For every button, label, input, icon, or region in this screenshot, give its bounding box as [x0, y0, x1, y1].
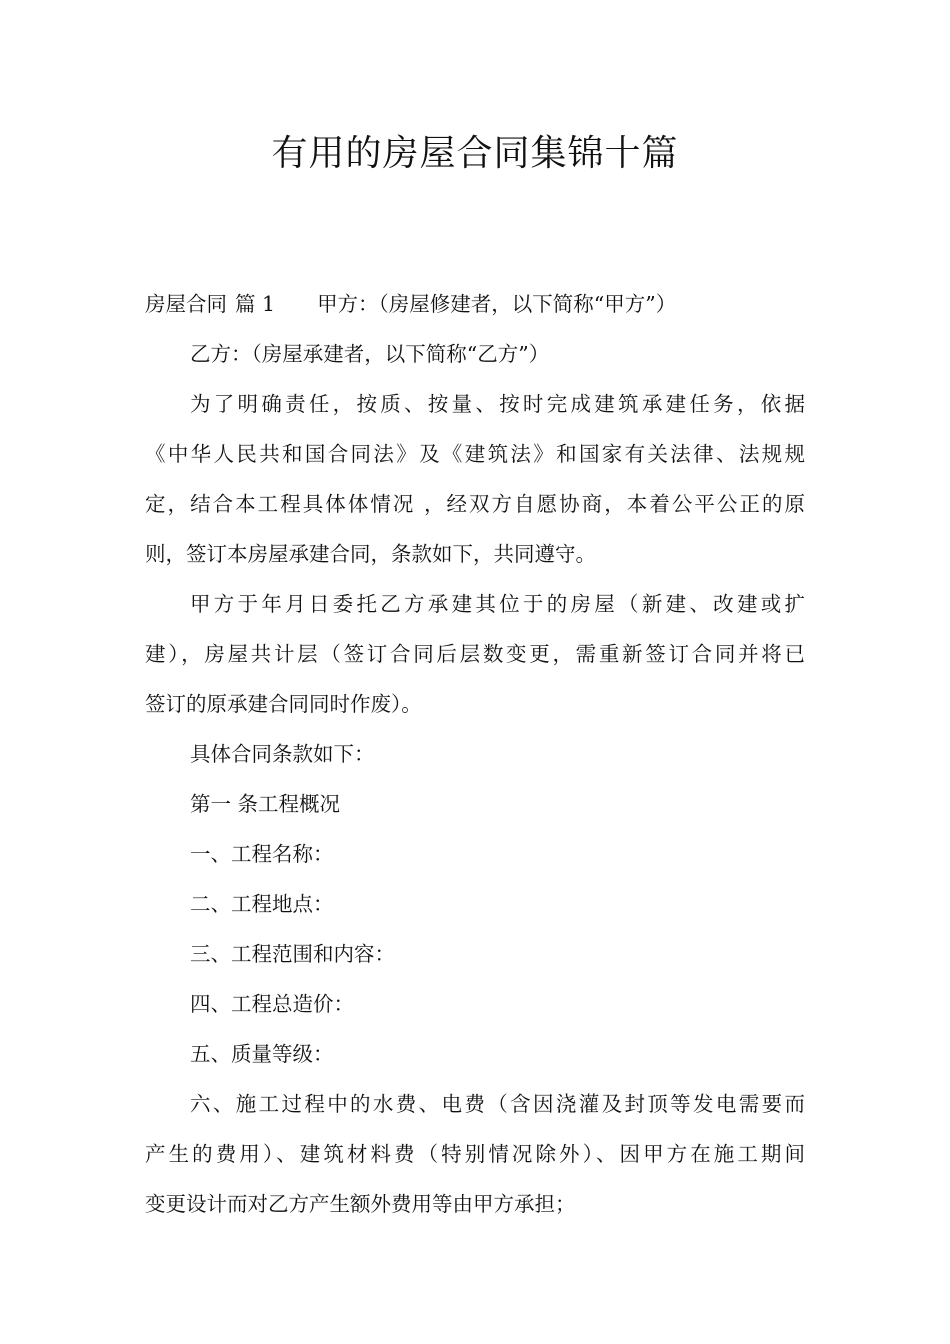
paragraph-line: 变更设计而对乙方产生额外费用等由甲方承担；	[145, 1192, 576, 1216]
section-number: 篇 1	[235, 292, 276, 316]
document-body	[145, 279, 805, 1229]
paragraph-line: 产生的费用）、建筑材料费（特别情况除外）、因甲方在施工期间	[145, 1142, 805, 1166]
first-line	[145, 279, 805, 329]
clause-item: 五、质量等级：	[190, 1042, 334, 1066]
clauses-intro: 具体合同条款如下：	[190, 742, 375, 766]
paragraph-line: 为了明确责任，按质、按量、按时完成建筑承建任务，依据	[190, 392, 805, 416]
article-heading: 第一 条工程概况	[190, 792, 341, 816]
document-title: 有用的房屋合同集锦十篇	[271, 133, 679, 174]
paragraph-line: 则，签订本房屋承建合同，条款如下，共同遵守。	[145, 542, 596, 566]
clause-item: 二、工程地点：	[190, 892, 334, 916]
paragraph-line: 《中华人民共和国合同法》及《建筑法》和国家有关法律、法规规	[145, 442, 805, 466]
section-label: 房屋合同	[145, 292, 227, 316]
paragraph-line: 签订的原承建合同同时作废）。	[145, 692, 422, 716]
paragraph-line: 建），房屋共计层（签订合同后层数变更，需重新签订合同并将已	[145, 642, 805, 666]
clause-item: 三、工程范围和内容：	[190, 942, 395, 966]
clause-item: 六、施工过程中的水费、电费（含因浇灌及封顶等发电需要而	[190, 1092, 805, 1116]
paragraph-line: 甲方于年月日委托乙方承建其位于的房屋（新建、改建或扩	[190, 592, 805, 616]
clause-item: 四、工程总造价：	[190, 992, 354, 1016]
clause-item: 一、工程名称：	[190, 842, 334, 866]
paragraph-line: 定，结合本工程具体体情况 ，经双方自愿协商，本着公平公正的原	[145, 492, 805, 516]
party-a-line: 甲方：（房屋修建者，以下简称“甲方”）	[317, 292, 677, 316]
party-b-line: 乙方：（房屋承建者，以下简称“乙方”）	[190, 342, 550, 366]
